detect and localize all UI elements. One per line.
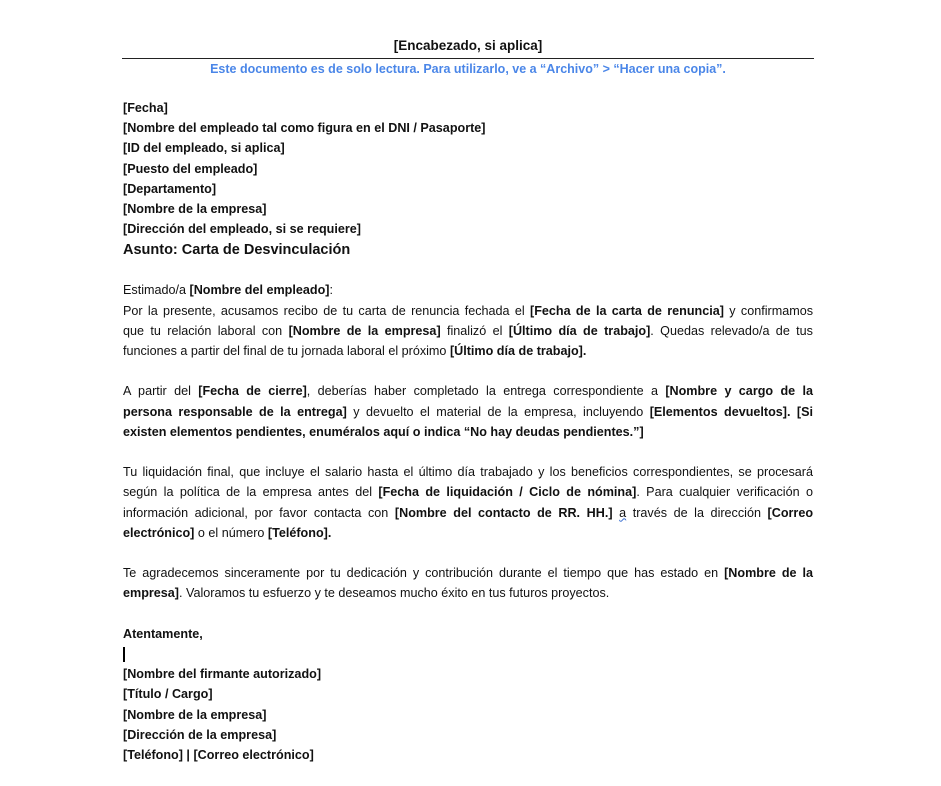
p3-placeholder: [Nombre del contacto de RR. HH.]	[394, 505, 613, 520]
p1-text: finalizó el	[440, 323, 509, 338]
p3-text: o el número	[194, 525, 268, 540]
text-cursor	[123, 647, 125, 662]
letter-body[interactable]	[123, 98, 813, 765]
company-name-placeholder: [Nombre de la empresa]	[123, 202, 267, 217]
recipient-block	[123, 98, 813, 239]
header-divider	[122, 58, 814, 59]
p3-placeholder: [Fecha de liquidación / Ciclo de nómina]	[378, 485, 637, 500]
letter-subject: Asunto: Carta de Desvinculación	[123, 242, 351, 259]
paragraph-handover	[123, 381, 813, 442]
p1-placeholder: [Último día de trabajo]	[508, 323, 651, 338]
paragraph-thanks	[123, 563, 813, 603]
p1-placeholder: [Fecha de la carta de renuncia]	[530, 303, 724, 318]
employee-id-placeholder: [ID del empleado, si aplica]	[123, 141, 285, 156]
signature-space[interactable]	[123, 644, 813, 664]
greeting	[123, 280, 813, 300]
date-placeholder: [Fecha]	[123, 101, 168, 115]
p3-text: información adicional, por favor contacta con	[123, 505, 395, 520]
employee-position-placeholder: [Puesto del empleado]	[123, 161, 258, 176]
p3-placeholder: [Correo	[767, 505, 814, 520]
p1-placeholder: [Nombre de la empresa]	[288, 323, 441, 338]
p1-text: . Quedas relevado/a de tus	[650, 323, 813, 338]
paragraph-resignation	[123, 301, 813, 362]
company-address-placeholder: [Dirección de la empresa]	[123, 727, 277, 742]
p2-placeholder: persona responsable de la entrega]	[123, 404, 347, 419]
p1-text: Por la presente, acusamos recibo de tu carta de renuncia fechada el	[123, 303, 531, 318]
signer-title-placeholder: [Título / Cargo]	[123, 687, 213, 702]
document-header: [Encabezado, si aplica]	[393, 38, 543, 53]
p1-text: y confirmamos	[723, 303, 813, 318]
p4-placeholder: empresa]	[123, 586, 180, 601]
p4-text: Te agradecemos sinceramente por tu dedicación y contribución durante el tiempo que has estado en	[123, 566, 725, 581]
contact-placeholder: [Teléfono] | [Correo electrónico]	[123, 748, 314, 763]
employee-name-placeholder: [Nombre del empleado tal como figura en el DNI / Pasaporte]	[123, 121, 486, 136]
p3-text: Tu liquidación final, que incluye el salario hasta el último día trabajado y los beneficios correspondientes, se procesará	[123, 465, 813, 480]
signature-block	[123, 664, 813, 765]
p2-placeholder: existen elementos pendientes, enuméralos aquí o indica “No hay deudas pendientes.”]	[123, 424, 644, 439]
p3-text: . Para cualquier verificación o	[636, 485, 813, 500]
p3-text: través de la dirección	[626, 505, 768, 520]
department-placeholder: [Departamento]	[123, 181, 217, 196]
p1-text: funciones a partir del final de tu jornada laboral el próximo	[123, 344, 450, 359]
p4-text: . Valoramos tu esfuerzo y te deseamos mucho éxito en tus futuros proyectos.	[179, 586, 610, 601]
p1-placeholder: [Último día de trabajo].	[449, 344, 587, 359]
p2-placeholder: [Fecha de cierre]	[198, 384, 307, 399]
p3-placeholder: [Teléfono].	[267, 525, 332, 540]
greeting-suffix: :	[329, 283, 333, 298]
p2-text: , deberías haber completado la entrega correspondiente a	[306, 384, 666, 399]
p4-placeholder: [Nombre de la	[724, 566, 813, 581]
signer-company-placeholder: [Nombre de la empresa]	[123, 707, 267, 722]
spelling-flag[interactable]: a	[619, 505, 627, 520]
p2-placeholder: [Elementos devueltos]. [Si	[649, 404, 814, 419]
p1-text: que tu relación laboral con	[123, 323, 289, 338]
paragraph-settlement	[123, 462, 813, 543]
read-only-notice: Este documento es de solo lectura. Para utilizarlo, ve a “Archivo” > “Hacer una copia”.	[210, 62, 726, 76]
p2-text: A partir del	[123, 384, 199, 399]
greeting-name-placeholder: [Nombre del empleado]	[189, 283, 330, 298]
signer-name-placeholder: [Nombre del firmante autorizado]	[123, 667, 322, 682]
p2-text: y devuelto el material de la empresa, incluyendo	[346, 404, 650, 419]
p3-placeholder: electrónico]	[123, 525, 195, 540]
closing: Atentamente,	[123, 626, 203, 641]
p3-text: según la política de la empresa antes del	[123, 485, 379, 500]
greeting-prefix: Estimado/a	[123, 283, 190, 298]
employee-address-placeholder: [Dirección del empleado, si se requiere]	[123, 222, 361, 237]
p2-placeholder: [Nombre y cargo de la	[665, 384, 814, 399]
